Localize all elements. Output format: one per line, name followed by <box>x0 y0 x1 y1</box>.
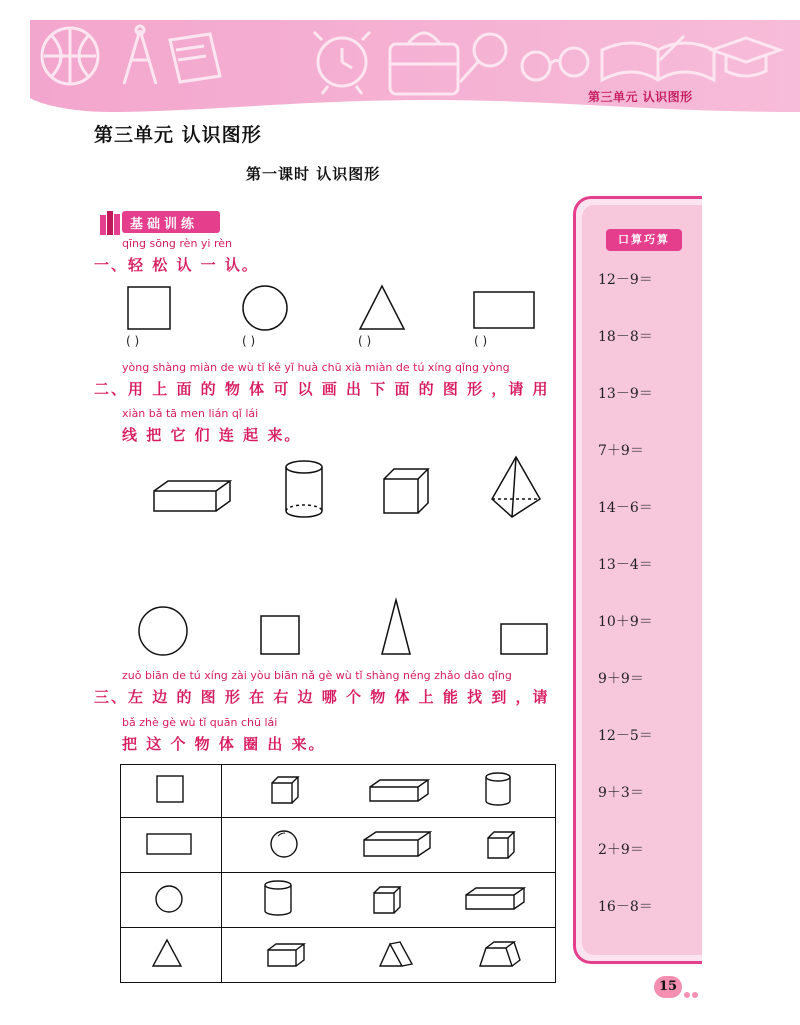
cuboid-object[interactable] <box>466 888 524 909</box>
calc-item[interactable]: 12－5＝ <box>598 728 653 744</box>
objects-cell <box>222 873 556 928</box>
q1-answer-1[interactable]: ( ) <box>126 334 140 348</box>
calc-item[interactable]: 13－4＝ <box>598 557 653 573</box>
section-badge-label: 基础训练 <box>130 217 199 232</box>
q2-line-2: 线 把 它 们 连 起 来。 <box>122 426 302 444</box>
section-badge <box>96 205 236 237</box>
circle-shape <box>156 886 182 912</box>
table-row <box>121 873 556 928</box>
square-shape <box>128 287 170 329</box>
cuboid-object[interactable] <box>370 780 428 801</box>
q3-pinyin-1: zuǒ biān de tú xíng zài yòu biān nǎ gè wù tǐ shàng néng zhǎo dào qǐng <box>122 669 512 682</box>
cube-object <box>384 469 428 513</box>
shape-cell <box>121 765 222 818</box>
cuboid-object[interactable] <box>364 832 430 856</box>
q2-pinyin-1: yòng shàng miàn de wù tǐ kě yǐ huà chū xià miàn de tú xíng qǐng yòng <box>122 361 510 374</box>
page-dots-decoration <box>684 983 700 1002</box>
q3-table <box>120 764 556 983</box>
q2-pinyin-2: xiàn bǎ tā men lián qǐ lái <box>122 407 259 420</box>
cylinder-object <box>286 461 322 517</box>
square-shape <box>261 616 299 654</box>
mental-math-sidebar <box>573 196 702 964</box>
calc-item[interactable]: 14－6＝ <box>598 500 653 516</box>
cube-object[interactable] <box>488 832 514 858</box>
circle-shape <box>243 286 287 330</box>
cylinder-object[interactable] <box>486 773 510 805</box>
sidebar-badge: 口算巧算 <box>606 229 682 251</box>
calc-item[interactable]: 16－8＝ <box>598 899 653 915</box>
objects-cell <box>222 765 556 818</box>
pyramid-object <box>492 457 540 517</box>
shape-cell <box>121 818 222 873</box>
shape-cell <box>121 873 222 928</box>
q1-answer-3[interactable]: ( ) <box>358 334 372 348</box>
page-number: 15 <box>654 976 682 998</box>
lesson-title: 第一课时 认识图形 <box>246 165 381 183</box>
rectangle-shape <box>147 834 191 854</box>
circle-shape <box>139 607 187 655</box>
cylinder-object[interactable] <box>265 881 291 915</box>
q2-objects <box>140 455 560 535</box>
calc-item[interactable]: 9＋9＝ <box>598 671 644 687</box>
calc-item[interactable]: 7＋9＝ <box>598 443 644 459</box>
calc-item[interactable]: 13－9＝ <box>598 386 653 402</box>
cube-object[interactable] <box>374 887 400 913</box>
q1-shapes <box>110 282 540 342</box>
table-row <box>121 818 556 873</box>
rectangle-shape <box>474 292 534 328</box>
rectangle-shape <box>501 624 547 654</box>
calc-item[interactable]: 2＋9＝ <box>598 842 644 858</box>
triangle-shape <box>360 286 404 329</box>
header-banner <box>0 0 800 130</box>
square-shape <box>157 776 183 802</box>
objects-cell <box>222 928 556 983</box>
q3-line-2: 把 这 个 物 体 圈 出 来。 <box>122 735 326 753</box>
q1-answer-4[interactable]: ( ) <box>474 334 488 348</box>
q1-pinyin: qīng sōng rèn yi rèn <box>122 237 232 250</box>
unit-title: 第三单元 认识图形 <box>94 124 262 146</box>
q3-line-1: 三、左 边 的 图 形 在 右 边 哪 个 物 体 上 能 找 到 ，请 <box>94 688 550 706</box>
cuboid-object <box>154 481 230 511</box>
calc-item[interactable]: 9＋3＝ <box>598 785 644 801</box>
table-row <box>121 928 556 983</box>
breadcrumb: 第三单元 认识图形 <box>588 90 693 104</box>
objects-cell <box>222 818 556 873</box>
q1-title: 一、轻 松 认 一 认。 <box>94 256 259 274</box>
calc-item[interactable]: 12－9＝ <box>598 272 653 288</box>
table-row <box>121 765 556 818</box>
triangle-shape <box>153 940 181 966</box>
triangle-shape <box>382 600 410 654</box>
globe-icon <box>42 28 98 84</box>
shape-cell <box>121 928 222 983</box>
triangular-prism-object[interactable] <box>380 942 412 966</box>
calc-item[interactable]: 18－8＝ <box>598 329 653 345</box>
sphere-object[interactable] <box>271 831 297 857</box>
sidebar-panel <box>582 205 702 955</box>
q2-line-1: 二、用 上 面 的 物 体 可 以 画 出 下 面 的 图 形 ，请 用 <box>94 380 550 398</box>
q2-shapes <box>130 598 560 660</box>
q1-answer-2[interactable]: ( ) <box>242 334 256 348</box>
q3-pinyin-2: bǎ zhè gè wù tǐ quān chū lái <box>122 716 278 729</box>
trapezoid-prism-object[interactable] <box>480 942 520 966</box>
cube-object[interactable] <box>272 777 298 803</box>
cuboid-object[interactable] <box>268 944 304 966</box>
calc-item[interactable]: 10＋9＝ <box>598 614 653 630</box>
